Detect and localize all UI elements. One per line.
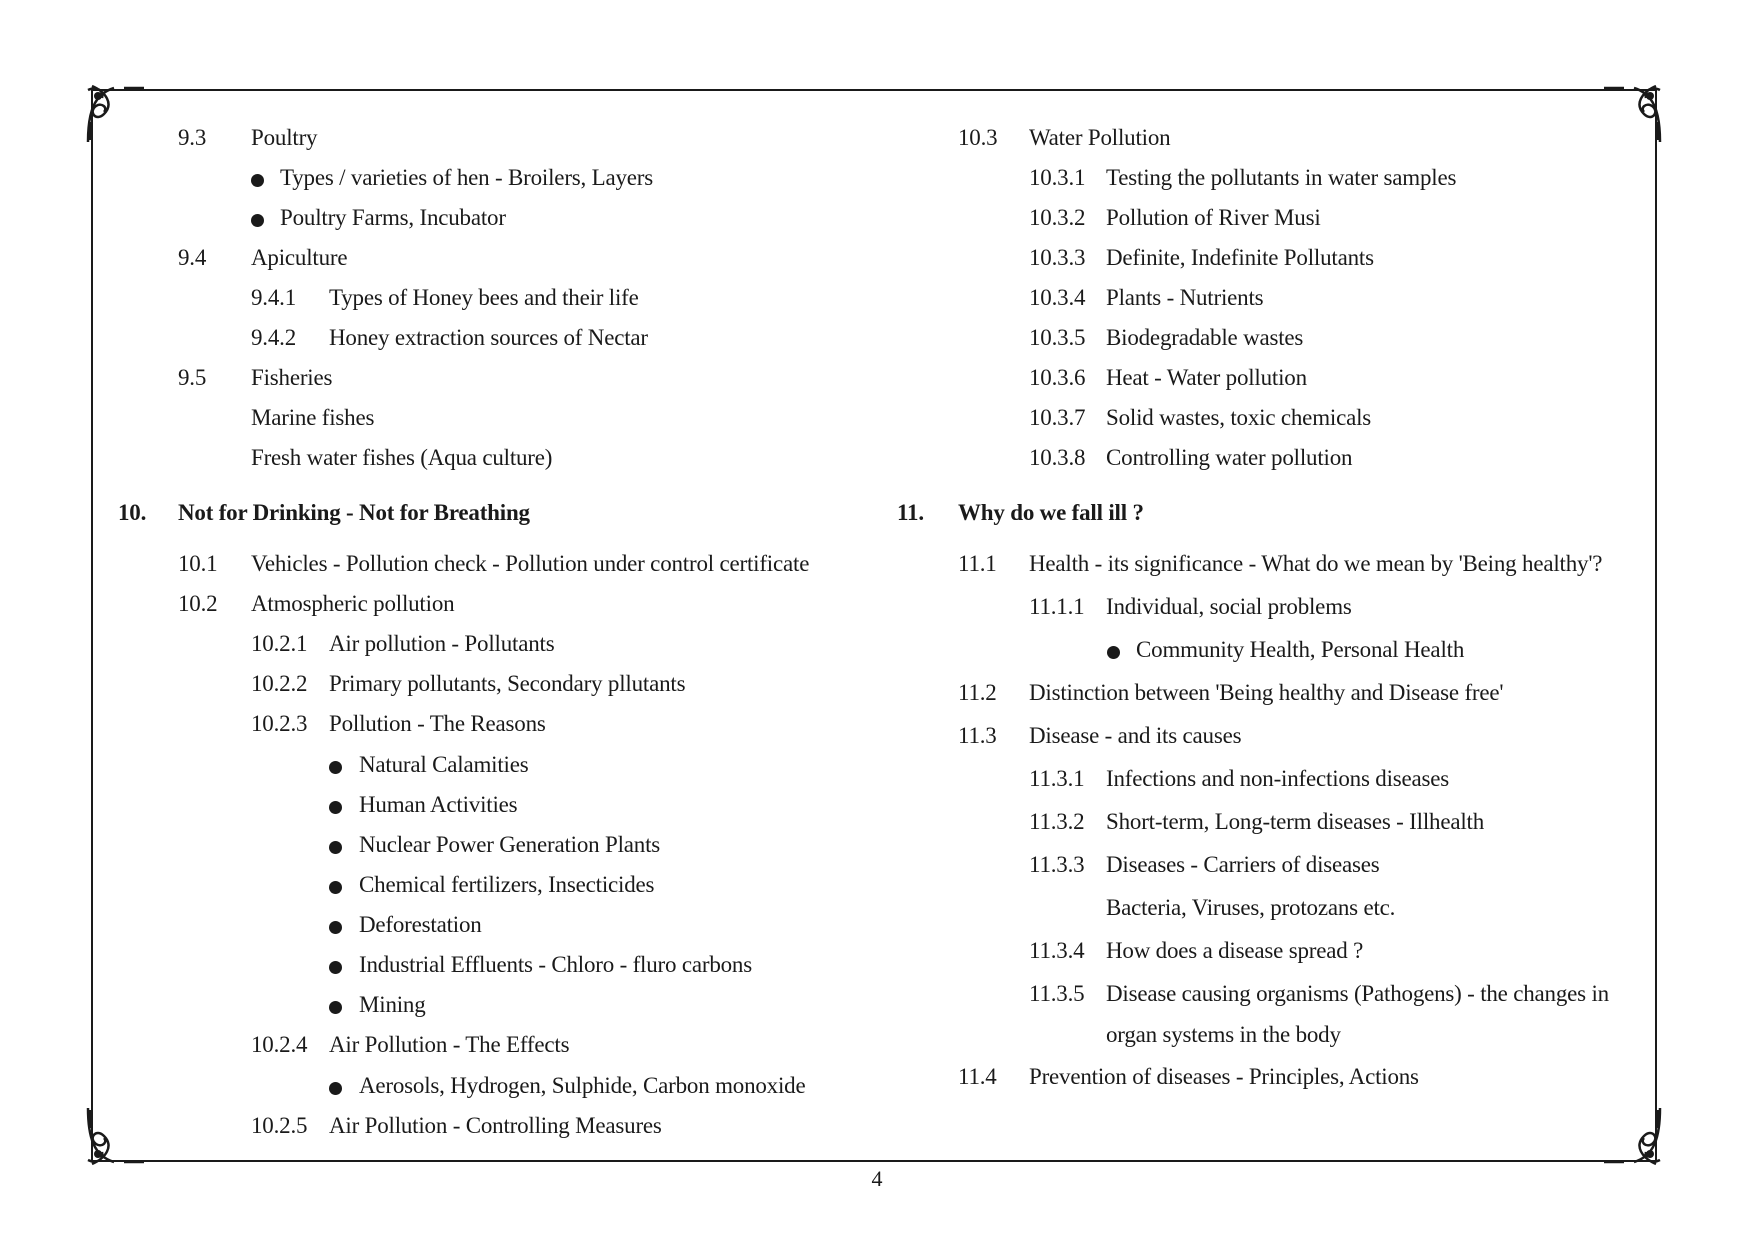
section-number: 10.2.5 (251, 1113, 308, 1138)
bullet-icon (329, 881, 342, 894)
section-title: Poultry (251, 125, 318, 150)
corner-ornament-icon (84, 82, 148, 146)
bullet-icon (329, 761, 342, 774)
section-number: 9.5 (178, 365, 207, 390)
bullet-text: Aerosols, Hydrogen, Sulphide, Carbon monoxide (359, 1073, 806, 1098)
section-title: Heat - Water pollution (1106, 365, 1307, 390)
section-number: 10.3.2 (1029, 205, 1086, 230)
section-title: Individual, social problems (1106, 594, 1352, 619)
section-title: Short-term, Long-term diseases - Illhealth (1106, 809, 1485, 834)
bullet-text: Chemical fertilizers, Insecticides (359, 872, 655, 897)
section-title: Solid wastes, toxic chemicals (1106, 405, 1372, 430)
bullet-text: Poultry Farms, Incubator (280, 205, 506, 230)
section-number: 11.3 (958, 723, 997, 748)
section-number: 11.1 (958, 551, 997, 576)
section-title: Types of Honey bees and their life (329, 285, 639, 310)
section-title: Definite, Indefinite Pollutants (1106, 245, 1374, 270)
bullet-icon (251, 214, 264, 227)
bullet-text: Deforestation (359, 912, 482, 937)
corner-ornament-icon (1600, 82, 1664, 146)
chapter-number: 11. (897, 500, 924, 525)
section-title: Plants - Nutrients (1106, 285, 1264, 310)
section-number: 11.3.3 (1029, 852, 1085, 877)
bullet-icon (1107, 646, 1120, 659)
section-number: 11.1.1 (1029, 594, 1085, 619)
section-title: Disease - and its causes (1029, 723, 1242, 748)
section-number: 10.3.3 (1029, 245, 1086, 270)
section-number: 10.2 (178, 591, 218, 616)
section-number: 11.4 (958, 1064, 997, 1089)
chapter-title: Why do we fall ill ? (958, 500, 1144, 525)
section-number: 10.3.4 (1029, 285, 1086, 310)
section-number: 10.3.7 (1029, 405, 1086, 430)
bullet-icon (329, 801, 342, 814)
section-number: 10.2.3 (251, 711, 308, 736)
bullet-text: Natural Calamities (359, 752, 529, 777)
bullet-text: Industrial Effluents - Chloro - fluro carbons (359, 952, 752, 977)
bullet-text: Mining (359, 992, 426, 1017)
bullet-icon (329, 1001, 342, 1014)
section-number: 11.3.2 (1029, 809, 1085, 834)
bullet-text: Community Health, Personal Health (1136, 637, 1465, 662)
section-number: 10.3.6 (1029, 365, 1086, 390)
bullet-icon (329, 921, 342, 934)
sub-item-text: Fresh water fishes (Aqua culture) (251, 445, 553, 470)
section-number: 11.3.1 (1029, 766, 1085, 791)
continuation-line: Bacteria, Viruses, protozans etc. (1106, 895, 1396, 920)
section-title: Primary pollutants, Secondary pllutants (329, 671, 686, 696)
section-number: 10.3.5 (1029, 325, 1086, 350)
section-title: Pollution - The Reasons (329, 711, 546, 736)
section-title: How does a disease spread ? (1106, 938, 1364, 963)
section-title: Pollution of River Musi (1106, 205, 1321, 230)
section-number: 10.2.4 (251, 1032, 308, 1057)
sub-item-text: Marine fishes (251, 405, 375, 430)
section-number: 10.2.2 (251, 671, 308, 696)
section-title: Infections and non-infections diseases (1106, 766, 1450, 791)
bullet-icon (251, 174, 264, 187)
corner-ornament-icon (84, 1104, 148, 1168)
section-number: 11.3.4 (1029, 938, 1085, 963)
section-title: Biodegradable wastes (1106, 325, 1304, 350)
section-title: Distinction between 'Being healthy and Disease free' (1029, 680, 1504, 705)
section-title: Fisheries (251, 365, 333, 390)
continuation-line: organ systems in the body (1106, 1022, 1341, 1047)
section-title: Air pollution - Pollutants (329, 631, 555, 656)
section-number: 9.3 (178, 125, 207, 150)
section-title: Atmospheric pollution (251, 591, 455, 616)
section-title: Health - its significance - What do we mean by 'Being healthy'? (1029, 551, 1603, 576)
bullet-text: Nuclear Power Generation Plants (359, 832, 661, 857)
page-number: 4 (871, 1166, 883, 1191)
section-title: Air Pollution - Controlling Measures (329, 1113, 662, 1138)
section-title: Prevention of diseases - Principles, Actions (1029, 1064, 1419, 1089)
bullet-text: Types / varieties of hen - Broilers, Layers (280, 165, 654, 190)
section-number: 9.4.2 (251, 325, 297, 350)
section-title: Controlling water pollution (1106, 445, 1353, 470)
section-title: Disease causing organisms (Pathogens) - the changes in (1106, 981, 1609, 1006)
bullet-icon (329, 1082, 342, 1095)
corner-ornament-icon (1600, 1104, 1664, 1168)
chapter-number: 10. (118, 500, 147, 525)
section-title: Testing the pollutants in water samples (1106, 165, 1457, 190)
section-title: Apiculture (251, 245, 348, 270)
section-number: 11.2 (958, 680, 997, 705)
section-number: 10.3 (958, 125, 998, 150)
section-number: 10.2.1 (251, 631, 308, 656)
section-title: Diseases - Carriers of diseases (1106, 852, 1380, 877)
section-number: 9.4 (178, 245, 207, 270)
bullet-text: Human Activities (359, 792, 518, 817)
section-number: 10.1 (178, 551, 218, 576)
chapter-title: Not for Drinking - Not for Breathing (178, 500, 530, 525)
bullet-icon (329, 841, 342, 854)
section-title: Air Pollution - The Effects (329, 1032, 570, 1057)
section-title: Vehicles - Pollution check - Pollution under control certificate (251, 551, 810, 576)
section-number: 10.3.1 (1029, 165, 1086, 190)
section-title: Water Pollution (1029, 125, 1171, 150)
bullet-icon (329, 961, 342, 974)
section-title: Honey extraction sources of Nectar (329, 325, 648, 350)
section-number: 11.3.5 (1029, 981, 1085, 1006)
section-number: 10.3.8 (1029, 445, 1086, 470)
section-number: 9.4.1 (251, 285, 297, 310)
